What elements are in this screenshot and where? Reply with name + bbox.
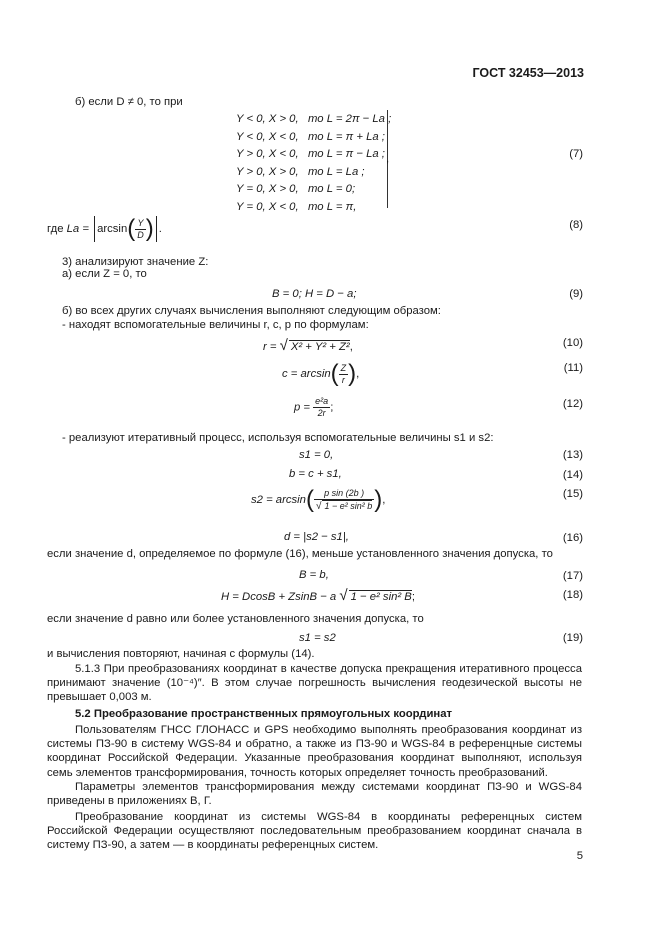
- equation-10: r = √ X² + Y² + Z²,: [263, 337, 353, 354]
- equation-number-19: (19): [562, 632, 583, 644]
- equation-15: s2 = arcsin( $\frac{\text{p sin (2b )}}{\text{√ 1 − e² sin² b}}$ ),: [251, 486, 386, 513]
- equation-number-8: (8): [569, 219, 583, 231]
- equation-number-12: (12): [562, 398, 583, 410]
- page-number: 5: [576, 850, 583, 862]
- paragraph-transform: Преобразование координат из системы WGS-84 в координаты референцных систем Российской Федерации осуществляют последовательным преобразованием координат сначала в систему ПЗ-90, а затем — в координаты референцных систем.: [47, 811, 582, 852]
- equation-number-11: (11): [563, 362, 583, 374]
- equation-number-10: (10): [562, 337, 583, 349]
- equation-system-7: [236, 111, 391, 216]
- equation-number-18: (18): [562, 589, 583, 601]
- system-row: Y > 0, X < 0, то L = π − La ;: [236, 148, 385, 160]
- equation-17: B = b,: [299, 569, 329, 581]
- equation-18: H = DcosB + ZsinB − a √ 1 − e² sin² B;: [221, 587, 415, 604]
- equation-11: c = arcsin( $\frac{Z}{r}$ ),: [282, 360, 360, 387]
- equation-16: d = |s2 − s1|,: [284, 531, 349, 543]
- item-b-other: б) во всех других случаях вычисления выполняют следующим образом:: [62, 305, 441, 317]
- dash-auxiliary: - находят вспомогательные величины r, c, p по формулам:: [62, 319, 369, 331]
- equation-number-9: (9): [569, 288, 583, 300]
- equation-19: s1 = s2: [299, 632, 336, 644]
- system-row: Y > 0, X > 0, то L = La ;: [236, 165, 365, 178]
- line-repeat: и вычисления повторяют, начиная с формулы (14).: [47, 648, 315, 660]
- paragraph-params: Параметры элементов трансформирования между системами координат ПЗ-90 и WGS-84 приведены в приложениях В, Г.: [47, 781, 582, 808]
- item-a: а) если Z = 0, то: [62, 268, 147, 280]
- abs-bar-right: [156, 216, 157, 242]
- abs-bar-left: [94, 216, 95, 242]
- equation-9: B = 0; H = D − a;: [272, 288, 357, 300]
- equation-number-13: (13): [562, 449, 583, 461]
- equation-13: s1 = 0,: [299, 449, 334, 461]
- item-3: 3) анализируют значение Z:: [62, 256, 209, 268]
- equation-number-16: (16): [562, 532, 583, 544]
- paragraph-users: Пользователям ГНСС ГЛОНАСС и GPS необходимо выполнять преобразования координат из системы ПЗ-90 в систему WGS-84 и обратно, а также из ПЗ-90 и WGS-84 в референцные системы координат Российской Федерации. Указанные преобразования координат выполняют, используя семь элементов трансформирования, точность которых определяет точность преобразований.: [47, 724, 582, 779]
- equation-number-17: (17): [562, 570, 583, 582]
- system-row: Y < 0, X > 0, то L = 2π − La ;: [236, 113, 392, 125]
- equation-14: b = c + s1,: [289, 468, 342, 480]
- system-row: Y = 0, X < 0, то L = π,: [236, 200, 357, 213]
- equation-number-14: (14): [562, 469, 583, 481]
- dash-iterative: - реализуют итеративный процесс, используя вспомогательные величины s1 и s2:: [62, 432, 494, 444]
- equation-12: p = $\frac{\text{e²a}}{2r}$ ;: [294, 396, 334, 418]
- line-if-more: если значение d равно или более установленного значения допуска, то: [47, 613, 424, 625]
- item-b-if-d: б) если D ≠ 0, то при: [75, 96, 183, 108]
- system-row: Y < 0, X < 0, то L = π + La ;: [236, 130, 385, 143]
- equation-8: где La = arcsin( $\frac{Y}{D}$ ) .: [47, 215, 162, 242]
- line-if-less: если значение d, определяемое по формуле (16), меньше установленного значения допуска, то: [47, 548, 553, 560]
- section-5-2-title: 5.2 Преобразование пространственных прямоугольных координат: [75, 708, 453, 720]
- equation-number-7: (7): [569, 148, 583, 160]
- system-comma: ,: [386, 153, 390, 165]
- standard-code: ГОСТ 32453—2013: [472, 66, 584, 80]
- equation-number-15: (15): [562, 488, 583, 500]
- paragraph-5-1-3: 5.1.3 При преобразованиях координат в качестве допуска прекращения итеративного процесса принимают значение (10⁻⁴)″. В этом случае погрешность вычисления геодезической высоты не превышает 0,003 м.: [47, 663, 582, 704]
- system-row: Y = 0, X > 0, то L = 0;: [236, 183, 356, 195]
